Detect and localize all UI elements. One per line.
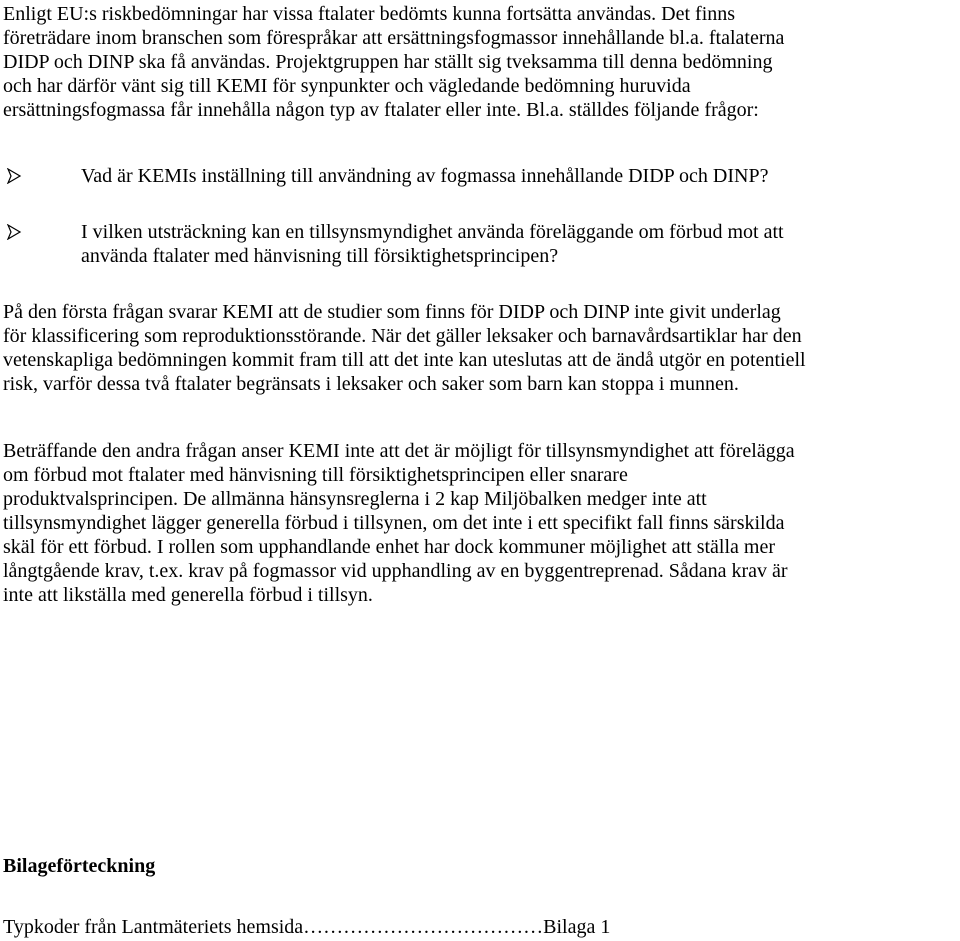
appendix-heading: Bilageförteckning: [3, 855, 156, 877]
answer-paragraph-2: Beträffande den andra frågan anser KEMI inte att det är möjligt för tillsynsmyndighet att förelägga om förbud mot ftalater med hänvisning till försiktighetsprincipen eller snarare produktvalsprincipen. De allmänna hänsynsreglerna i 2 kap Miljöbalken medger inte att tillsynsmyndighet lägger generella förbud i tillsynen, om det inte i ett specifikt fall finns särskilda skäl för ett förbud. I rollen som upphandlande enhet har dock kommuner möjlighet att ställa mer långtgående krav, t.ex. krav på fogmassor vid upphandling av en byggentreprenad. Sådana krav är inte att likställa med generella förbud i tillsyn.: [3, 440, 795, 606]
arrowhead-bullet-icon: [3, 164, 25, 188]
appendix-list-item: [3, 915, 960, 939]
appendix-item-ref: Bilaga 1: [543, 916, 611, 938]
appendix-item-title: Typkoder från Lantmäteriets hemsida: [3, 916, 304, 938]
intro-paragraph: Enligt EU:s riskbedömningar har vissa ftalater bedömts kunna fortsätta användas. Det finns företrädare inom branschen som förespråkar att ersättningsfogmassor innehållande bl.a. ftalaterna DIDP och DINP ska få användas. Projektgruppen har ställt sig tveksamma till denna bedömning och har därför vänt sig till KEMI för synpunkter och vägledande bedömning huruvida ersättningsfogmassa får innehålla någon typ av ftalater eller inte. Bl.a. ställdes följande frågor:: [3, 3, 785, 121]
arrowhead-bullet-icon: [3, 220, 25, 244]
question-text: Vad är KEMIs inställning till användning av fogmassa innehållande DIDP och DINP?: [81, 165, 769, 187]
answer-paragraph-1: På den första frågan svarar KEMI att de studier som finns för DIDP och DINP inte givit underlag för klassificering som reproduktionsstörande. När det gäller leksaker och barnavårdsartiklar har den vetenskapliga bedömningen kommit fram till att det inte kan uteslutas att de ändå utgör en potentiell risk, varför dessa två ftalater begränsats i leksaker och saker som barn kan stoppa i munnen.: [3, 301, 806, 395]
appendix-item-leader: ………………………………: [303, 916, 544, 938]
question-text: I vilken utsträckning kan en tillsynsmyndighet använda föreläggande om förbud mot att använda ftalater med hänvisning till försiktighetsprincipen?: [81, 221, 784, 267]
